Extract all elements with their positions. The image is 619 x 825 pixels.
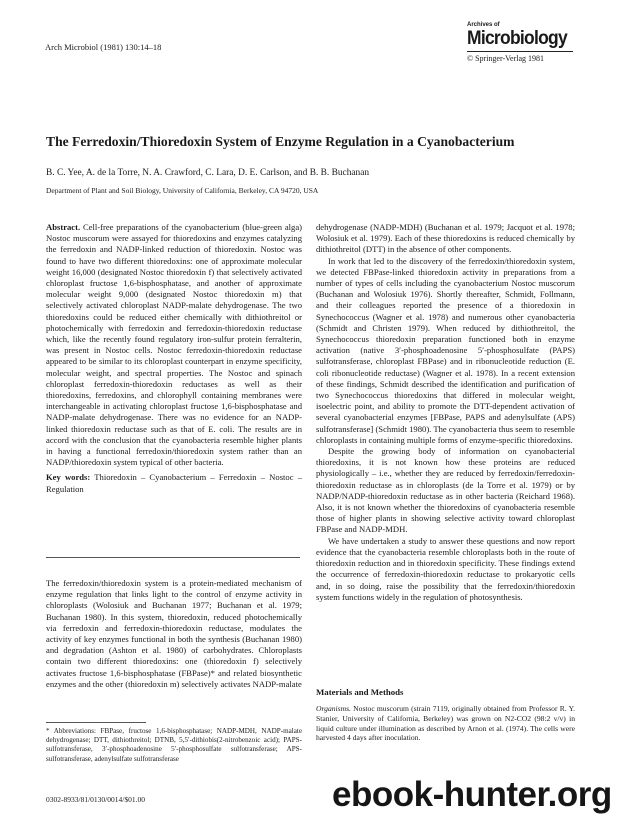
issn-code: 0302-8933/81/0130/0014/$01.00	[46, 795, 145, 804]
paragraph: Despite the growing body of information on cyanobacterial thioredoxins, it is not known how these proteins are reduced physiologically – i.e., whether they are reduced by ferredoxin/ferredoxin-thioredoxin reductase as in chloroplasts (de la Torre et al. 1979) or by NADP/NADP-thioredoxin reductase as in other bacteria (Reichard 1968). Also, it is not known whether the thioredoxins of cyanobacteria resemble those of higher plants in showing selective activity toward chloroplast FBPase and NADP-MDH.	[316, 446, 575, 535]
methods-text: Nostoc muscorum (strain 7119, originally obtained from Professor R. Y. Stanier, University of California, Berkeley) was grown on N2-CO2 (98:2 v/v) in liquid culture under illumination as described by Arnon et al. (1974). The cells were harvested 4 days after inoculation.	[316, 704, 575, 743]
journal-small-title: Archives of	[467, 22, 500, 28]
paragraph: We have undertaken a study to answer these questions and now report evidence that the cyanobacteria resemble chloroplasts both in the route of thioredoxin reduction and in thioredoxin specificity. These findings extend the occurrence of ferredoxin-thioredoxin reductase to prokaryotic cells and, in so doing, raise the possibility that the ferredoxin/thioredoxin system functions widely in the regulation of photosynthesis.	[316, 535, 575, 602]
watermark: ebook-hunter.org	[332, 775, 612, 814]
journal-citation: Arch Microbiol (1981) 130:14–18	[45, 42, 162, 52]
intro-left-column: The ferredoxin/thioredoxin system is a protein-mediated mechanism of enzyme regulation that links light to the control of enzyme activity in chloroplasts (Wolosiuk and Buchanan 1977; Buchanan et al. 1979; Buchanan 1980). In this system, thioredoxin, reduced photochemically via ferredoxin and ferredoxin-thioredoxin reductase, modulates the activity of key enzymes functional in both the synthesis (Buchanan 1980) and degradation (Ashton et al. 1980) of carbohydrates. Chloroplasts contain two different thioredoxins: one (thioredoxin f) selectively activates fructose 1,6-bisphosphatase (FBPase)* and related biosynthetic enzymes and the other (thioredoxin m) selectively activates NADP-malate	[46, 578, 302, 689]
journal-masthead	[467, 22, 577, 63]
keywords-label: Key words:	[46, 472, 91, 483]
intro-right-column	[316, 222, 575, 603]
keywords-text: Thioredoxin – Cyanobacterium – Ferredoxin – Nostoc – Regulation	[46, 472, 302, 494]
masthead-divider	[467, 51, 573, 52]
section-heading: Materials and Methods	[316, 687, 404, 697]
abbreviations-footnote: * Abbreviations: FBPase, fructose 1,6-bisphosphatase; NADP-MDH, NADP-malate dehydrogenase; DTT, dithiothreitol; DTNB, 5,5′-dithiobis(2-nitrobenzoic acid); PAPS-sulfotransferase, 3′-phosphoadenosine 5′-phosphosulfate sulfotransferase; APS-sulfotransferase, adenylsulfate sulfotransferase	[46, 727, 302, 763]
journal-name: Microbiology	[467, 28, 567, 49]
abstract-text: Cell-free preparations of the cyanobacterium (blue-green alga) Nostoc muscorum were assayed for thioredoxins and enzymes catalyzing the ferredoxin and NADP-linked reduction of thioredoxin. Nostoc was found to have two different thioredoxins: one of approximate molecular weight 16,000 (designated Nostoc thioredoxin f) that selectively activated chloroplast fructose 1,6-bisphosphatase, and another of approximate molecular weight 9,000 (designated Nostoc thioredoxin m) that selectively activated chloroplast NADP-malate dehydrogenase. The two thioredoxins could be reduced either chemically with dithiothreitol or photochemically with ferredoxin and ferredoxin-thioredoxin reductase which, like the recently found regulatory iron-sulfur protein ferralterin, was present in Nostoc cells. Nostoc ferredoxin-thioredoxin reductase appeared to be similar to its chloroplast counterpart in enzyme specificity, molecular weight, and spectral properties. The Nostoc and spinach chloroplast ferredoxin-thioredoxin reductases as well as their thioredoxins, ferredoxins, and chlorophyll containing membranes were interchangeable in activating chloroplast fructose 1,6-bisphosphatase and NADP-malate dehydrogenase. There was no evidence for an NADP-linked thioredoxin reductase such as that of E. coli. The results are in accord with the conclusion that the cyanobacteria resemble higher plants in having a functional ferredoxin/thioredoxin system rather than an NADP/thioredoxin system typical of other bacteria.	[46, 222, 302, 468]
keywords	[46, 472, 302, 494]
abstract-label: Abstract.	[46, 222, 81, 232]
paragraph: dehydrogenase (NADP-MDH) (Buchanan et al. 1979; Jacquot et al. 1978; Wolosiuk et al. 1979). Each of these thioredoxins is reduced chemically by dithiothreitol (DTT) in the absence of other components.	[316, 222, 575, 255]
methods-subheading: Organisms.	[316, 704, 351, 713]
abstract-block	[46, 222, 302, 495]
paper-title: The Ferredoxin/Thioredoxin System of Enzyme Regulation in a Cyanobacterium	[46, 134, 515, 149]
abstract	[46, 222, 302, 468]
methods-text-block	[316, 704, 575, 743]
author-list: B. C. Yee, A. de la Torre, N. A. Crawford, C. Lara, D. E. Carlson, and B. B. Buchanan	[46, 168, 370, 178]
affiliation: Department of Plant and Soil Biology, University of California, Berkeley, CA 94720, USA	[46, 186, 319, 195]
abstract-divider	[46, 557, 300, 558]
paragraph: In work that led to the discovery of the ferredoxin/thioredoxin system, we detected FBPase-linked thioredoxin activity in preparations from a number of types of cells including the cyanobacterium Nostoc muscorum (Buchanan and Wolosiuk 1976). Shortly thereafter, Schmidt, Follmann, and their colleagues reported the presence of a thioredoxin in Synechococcus (Wagner et al. 1978) and numerous other cyanobacteria (Schmidt and Christen 1979). When reduced by dithiothreitol, the Synechococcus thioredoxin preparation functioned both in enzyme activation (native 3′-phosphoadenosine 5′-phosphosulfate (PAPS) sulfotransferase, chloroplast FBPase) and in ribonucleotide reduction (E. coli ribonucleotide reductase) (Wagner et al. 1978). In a recent extension of these findings, Schmidt described the identification and purification of two Synechococcus thioredoxins that differed in molecular weight, isoelectric point, and ability to promote the DTT-dependent activation of several cyanobacterial enzymes [FBPase, PAPS and adenylsulfate (APS) sulfotransferase] (Schmidt 1980). The cyanobacteria thus seem to resemble chloroplasts in containing multiple forms of enzyme-specific thioredoxins.	[316, 255, 575, 445]
publisher-copyright: © Springer-Verlag 1981	[467, 54, 545, 63]
footnote-divider	[46, 722, 146, 723]
